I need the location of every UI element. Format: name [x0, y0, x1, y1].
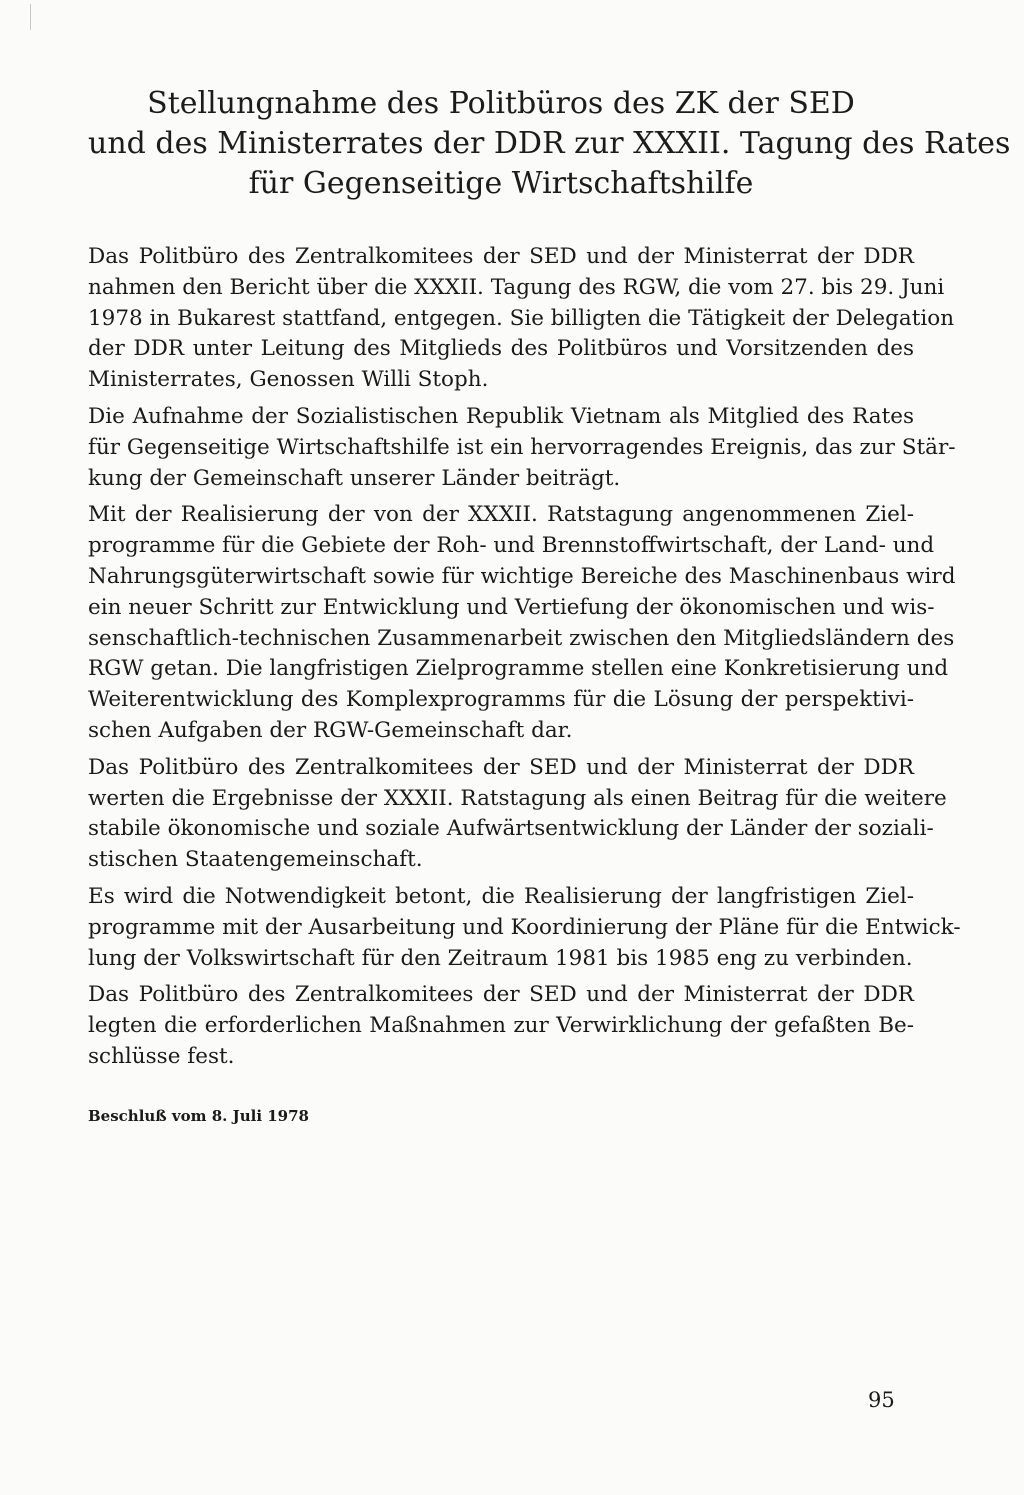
paragraph-5	[88, 882, 961, 974]
text-line: 1978 in Bukarest stattfand, entgegen. Sie billigten die Tätigkeit der Delegation	[88, 305, 955, 331]
paragraph-4	[88, 753, 947, 876]
text-line: werten die Ergebnisse der XXXII. Ratstagung als einen Beitrag für die weitere	[88, 785, 947, 811]
text-line: programme für die Gebiete der Roh- und Brennstoffwirtschaft, der Land- und	[88, 533, 935, 559]
document-page	[88, 84, 1011, 1126]
text-line: Die Aufnahme der Sozialistischen Republik Vietnam als Mitglied des Rates	[88, 403, 914, 429]
paragraph-6	[88, 980, 914, 1072]
text-line: legten die erforderlichen Maßnahmen zur Verwirklichung der gefaßten Be-	[88, 1013, 914, 1039]
text-line: Es wird die Notwendigkeit betont, die Realisierung der langfristigen Ziel-	[88, 883, 914, 909]
document-title	[88, 84, 1011, 204]
resolution-note: Beschluß vom 8. Juli 1978	[88, 1106, 309, 1125]
text-line: RGW getan. Die langfristigen Zielprogramme stellen eine Konkretisierung und	[88, 656, 949, 682]
paragraph-2	[88, 402, 956, 494]
text-line: Ministerrates, Genossen Willi Stoph.	[88, 367, 489, 393]
text-line: nahmen den Bericht über die XXXII. Tagung des RGW, die vom 27. bis 29. Juni	[88, 274, 945, 300]
text-line: stabile ökonomische und soziale Aufwärtsentwicklung der Länder der soziali-	[88, 816, 934, 842]
text-line: programme mit der Ausarbeitung und Koordinierung der Pläne für die Entwick-	[88, 914, 961, 940]
text-line: für Gegenseitige Wirtschaftshilfe ist ein hervorragendes Ereignis, das zur Stär-	[88, 434, 956, 460]
text-line: lung der Volkswirtschaft für den Zeitraum 1981 bis 1985 eng zu verbinden.	[88, 945, 913, 971]
paragraph-3	[88, 500, 956, 746]
page-number: 95	[868, 1388, 895, 1412]
text-line: Das Politbüro des Zentralkomitees der SED und der Ministerrat der DDR	[88, 244, 914, 269]
text-line: kung der Gemeinschaft unserer Länder beiträgt.	[88, 465, 621, 491]
title-line: Stellungnahme des Politbüros des ZK der SED	[147, 86, 855, 121]
title-line: und des Ministerrates der DDR zur XXXII. Tagung des Rates	[88, 126, 1011, 161]
text-line: Das Politbüro des Zentralkomitees der SED und der Ministerrat der DDR	[88, 754, 914, 780]
text-line: Weiterentwicklung des Komplexprogramms für die Lösung der perspektivi-	[88, 687, 914, 713]
text-line: Nahrungsgüterwirtschaft sowie für wichtige Bereiche des Maschinenbaus wird	[88, 563, 956, 589]
document-body	[88, 242, 961, 1073]
text-line: schlüsse fest.	[88, 1043, 235, 1069]
text-line: der DDR unter Leitung des Mitglieds des Politbüros und Vorsitzenden des	[88, 336, 914, 362]
text-line: stischen Staatengemeinschaft.	[88, 847, 423, 873]
paragraph-1	[88, 242, 955, 396]
scan-margin-mark	[30, 4, 31, 30]
text-line: ein neuer Schritt zur Entwicklung und Vertiefung der ökonomischen und wis-	[88, 594, 935, 620]
text-line: Mit der Realisierung der von der XXXII. Ratstagung angenommenen Ziel-	[88, 502, 914, 528]
text-line: senschaftlich-technischen Zusammenarbeit zwischen den Mitgliedsländern des	[88, 625, 955, 651]
text-line: schen Aufgaben der RGW-Gemeinschaft dar.	[88, 717, 573, 743]
title-line: für Gegenseitige Wirtschaftshilfe	[248, 166, 754, 201]
text-line: Das Politbüro des Zentralkomitees der SED und der Ministerrat der DDR	[88, 982, 914, 1008]
